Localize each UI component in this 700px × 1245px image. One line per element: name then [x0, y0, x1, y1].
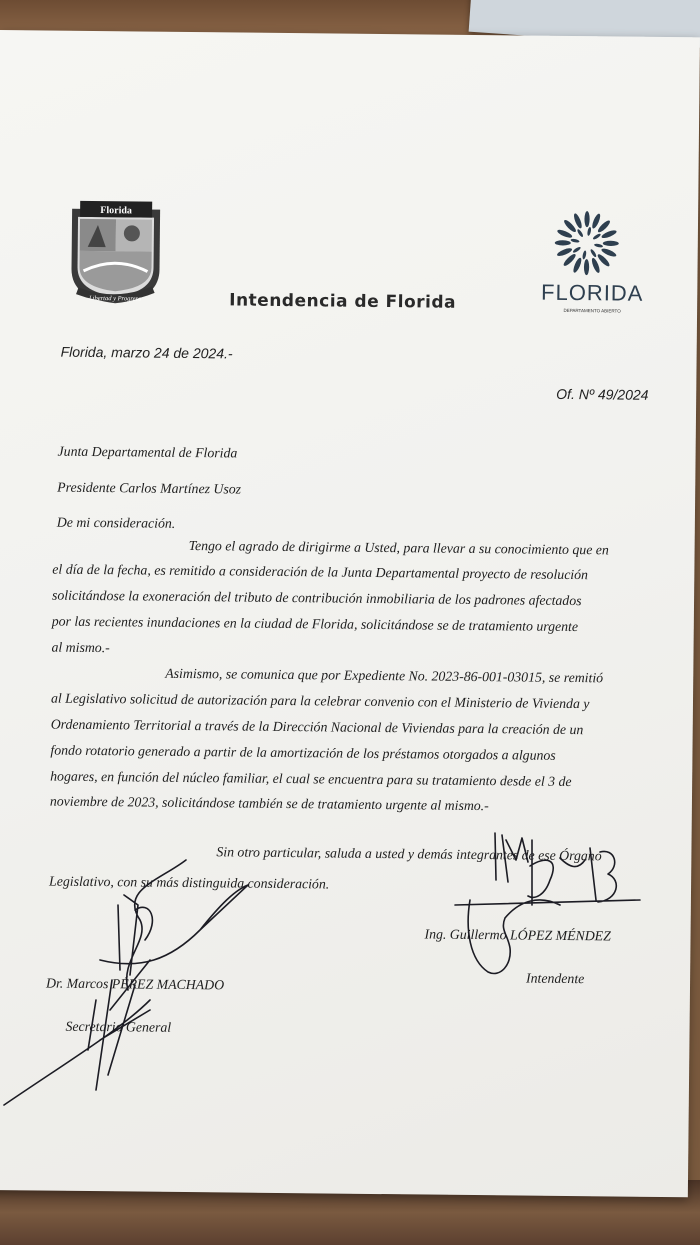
paragraph-1-line-5: al mismo.-	[51, 639, 110, 656]
paragraph-2-line-4: fondo rotatorio generado a partir de la amortización de los préstamos otorgados a algunos	[50, 742, 556, 763]
paragraph-1-line-4: por las recientes inundaciones en la ciudad de Florida, solicitándose se de tratamiento urgente	[51, 613, 579, 635]
paragraph-2-line-6: noviembre de 2023, solicitándose también se de tratamiento urgente al mismo.-	[49, 793, 489, 814]
left-signatory-name: Dr. Marcos PÉREZ MACHADO	[45, 975, 225, 993]
recipient-line-1: Junta Departamental de Florida	[57, 443, 238, 461]
left-handwritten-signature-icon	[4, 860, 248, 1105]
paragraph-2-line-2: al Legislativo solicitud de autorización para la celebrar convenio con el Ministerio de Vivienda y	[50, 690, 590, 712]
closing-line-2: Legislativo, con su más distinguida consideración.	[49, 873, 330, 892]
paragraph-2-line-1: Asimismo, se comunica que por Expediente No. 2023-86-001-03015, se remitió	[165, 665, 604, 686]
crest-motto: Libertad y Progreso	[89, 294, 142, 303]
closing-line-1: Sin otro particular, saluda a usted y demás integrantes de ese Órgano	[216, 844, 602, 864]
paragraph-1-line-1: Tengo el agrado de dirigirme a Usted, para llevar a su conocimiento que en	[188, 538, 609, 558]
letterhead-title: Intendencia de Florida	[229, 290, 457, 313]
crest-banner: Florida	[100, 205, 133, 217]
right-handwritten-signature-icon	[455, 833, 640, 973]
logo-name: FLORIDA	[540, 279, 644, 306]
salutation: De mi consideración.	[56, 514, 176, 531]
letter-date: Florida, marzo 24 de 2024.-	[60, 343, 233, 362]
paragraph-1-line-3: solicitándose la exoneración del tributo de contribución inmobiliaria de los padrones afectados	[52, 587, 582, 609]
paragraph-2-line-5: hogares, en función del núcleo familiar, el cual se encuentra para su tratamiento desde el 3 de	[50, 768, 572, 790]
paragraph-2-line-3: Ordenamiento Territorial a través de la Dirección Nacional de Viviendas para la creación de un	[50, 716, 584, 738]
right-signatory-name: Ing. Guillermo LÓPEZ MÉNDEZ	[424, 926, 611, 944]
right-signatory-title: Intendente	[526, 970, 585, 987]
left-signatory-title: Secretario General	[65, 1018, 172, 1035]
paragraph-1-line-2: el día de la fecha, es remitido a consideración de la Junta Departamental proyecto de resolución	[52, 561, 589, 583]
recipient-line-2: Presidente Carlos Martínez Usoz	[57, 479, 242, 497]
logo-subtitle: DEPARTAMENTO ABIERTO	[563, 307, 621, 314]
office-number: Of. Nº 49/2024	[556, 385, 649, 403]
